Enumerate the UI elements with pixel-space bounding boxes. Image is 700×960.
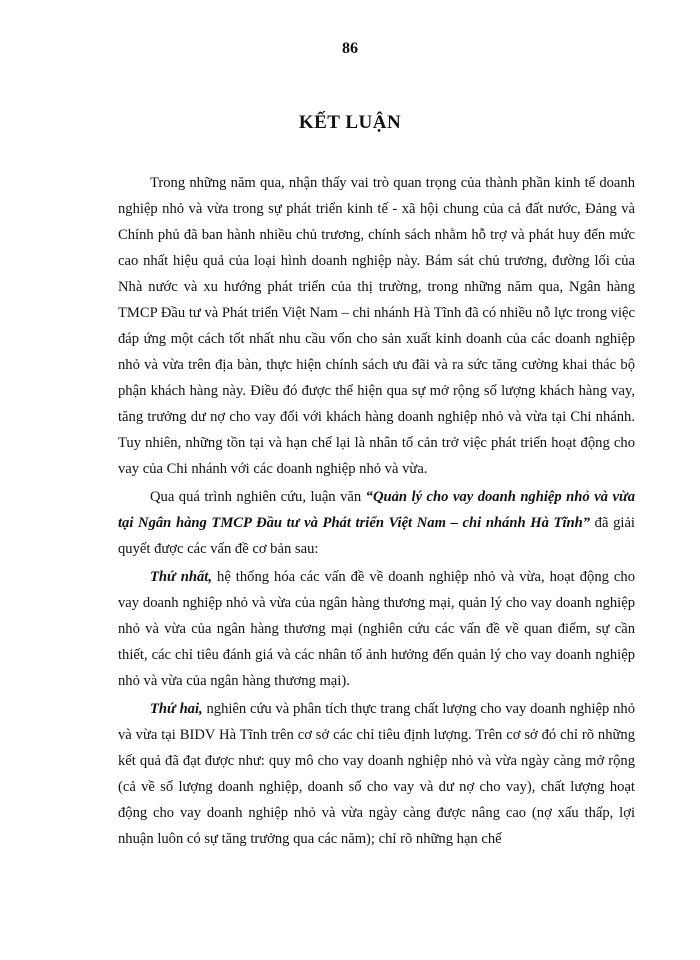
- paragraph-first-text: hệ thống hóa các vấn đề về doanh nghiệp nhỏ và vừa, hoạt động cho vay doanh nghiệp nhỏ và vừa của ngân hàng thương mại, quản lý cho vay doanh nghiệp nhỏ và vừa của ngân hàng thương mại (nghiên cứu các vấn đề về quan điểm, sự cần thiết, các chỉ tiêu đánh giá và các nhân tố ảnh hưởng đến quản lý cho vay doanh nghiệp nhỏ và vừa của ngân hàng thương mại).: [118, 569, 635, 689]
- paragraph-intro: Trong những năm qua, nhận thấy vai trò quan trọng của thành phần kinh tế doanh nghiệp nhỏ và vừa trong sự phát triển kinh tế - xã hội chung của cả đất nước, Đảng và Chính phủ đã ban hành nhiều chủ trương, chính sách nhằm hỗ trợ và phát huy đến mức cao nhất hiệu quả của loại hình doanh nghiệp này. Bám sát chủ trương, đường lối của Nhà nước và xu hướng phát triển của thị trường, trong những năm qua, Ngân hàng TMCP Đầu tư và Phát triển Việt Nam – chi nhánh Hà Tĩnh đã có nhiều nỗ lực trong việc đáp ứng một cách tốt nhất nhu cầu vốn cho sản xuất kinh doanh của các doanh nghiệp nhỏ và vừa trên địa bàn, thực hiện chính sách ưu đãi và ra sức tăng cường khai thác bộ phận khách hàng này. Điều đó được thể hiện qua sự mở rộng số lượng khách hàng vay, tăng trưởng dư nợ cho vay đối với khách hàng doanh nghiệp nhỏ và vừa tại Chi nhánh. Tuy nhiên, những tồn tại và hạn chế lại là nhân tố cản trở việc phát triển hoạt động cho vay của Chi nhánh với các doanh nghiệp nhỏ và vừa.: [118, 175, 635, 477]
- paragraph-thesis-after: đã giải quyết được các vấn đề cơ bản sau:: [118, 515, 635, 557]
- page-title: KẾT LUẬN: [298, 112, 402, 133]
- paragraph-thesis: [118, 484, 635, 562]
- paragraph-second-text: nghiên cứu và phân tích thực trang chất lượng cho vay doanh nghiệp nhỏ và vừa tại BIDV Hà Tĩnh trên cơ sở các chỉ tiêu định lượng. Trên cơ sở đó chỉ rõ những kết quả đã đạt được như: quy mô cho vay doanh nghiệp nhỏ và vừa ngày càng mở rộng (cả về số lượng doanh nghiệp, doanh số cho vay và dư nợ cho vay), chất lượng hoạt động cho vay doanh nghiệp nhỏ và vừa ngày càng được nâng cao (nợ xấu thấp, lợi nhuận luôn có sự tăng trưởng qua các năm); chỉ rõ những hạn chế: [118, 701, 635, 847]
- paragraph-first-lead: Thứ nhất,: [150, 569, 213, 585]
- paragraph-second: [118, 696, 635, 852]
- paragraph-thesis-before: Qua quá trình nghiên cứu, luận văn: [150, 489, 366, 505]
- page-number: 86: [342, 40, 358, 57]
- paragraph-first: [118, 564, 635, 694]
- paragraph-second-lead: Thứ hai,: [150, 701, 203, 717]
- thesis-title: “Quản lý cho vay doanh nghiệp nhỏ và vừa tại Ngân hàng TMCP Đầu tư và Phát triển Việt Nam – chi nhánh Hà Tĩnh”: [118, 489, 635, 531]
- document-body: [118, 170, 635, 852]
